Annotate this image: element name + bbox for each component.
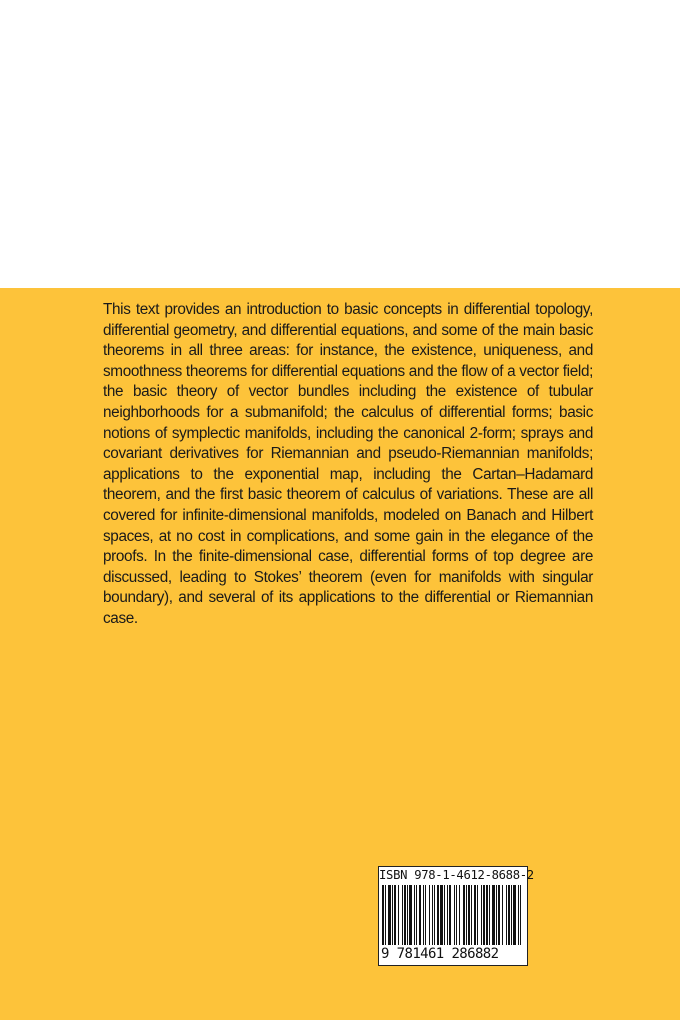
isbn-barcode-box (378, 866, 534, 966)
isbn-label: ISBN 978-1-4612-8688-2 (379, 868, 534, 882)
ean-digits: 9 781461 286882 (381, 946, 499, 962)
book-description: This text provides an introduction to basic concepts in differential topology, differential geometry, and differential equations, and some of the main basic theorems in all three areas: for instance, the existence, uniqueness, and smoothness theorems for differential equations and the flow of a vector field; the basic theory of vector bundles including the existence of tubular neighborhoods for a submanifold; the calculus of differential forms; basic notions of symplectic manifolds, including the canonical 2-form; sprays and covariant derivatives for Riemannian and pseudo-Riemannian manifolds; applications to the exponential map, including the Cartan–Hadamard theorem, and the first basic theorem of calculus of variations. These are all covered for infinite-dimensional manifolds, modeled on Banach and Hilbert spaces, at no cost in complications, and some gain in the elegance of the proofs. In the finite-dimensional case, differential forms of top degree are discussed, leading to Stokes’ theorem (even for manifolds with singular boundary), and several of its applications to the differential or Riemannian case. (103, 301, 593, 627)
cover-top-area (0, 0, 680, 288)
barcode-bars-icon (382, 885, 524, 947)
